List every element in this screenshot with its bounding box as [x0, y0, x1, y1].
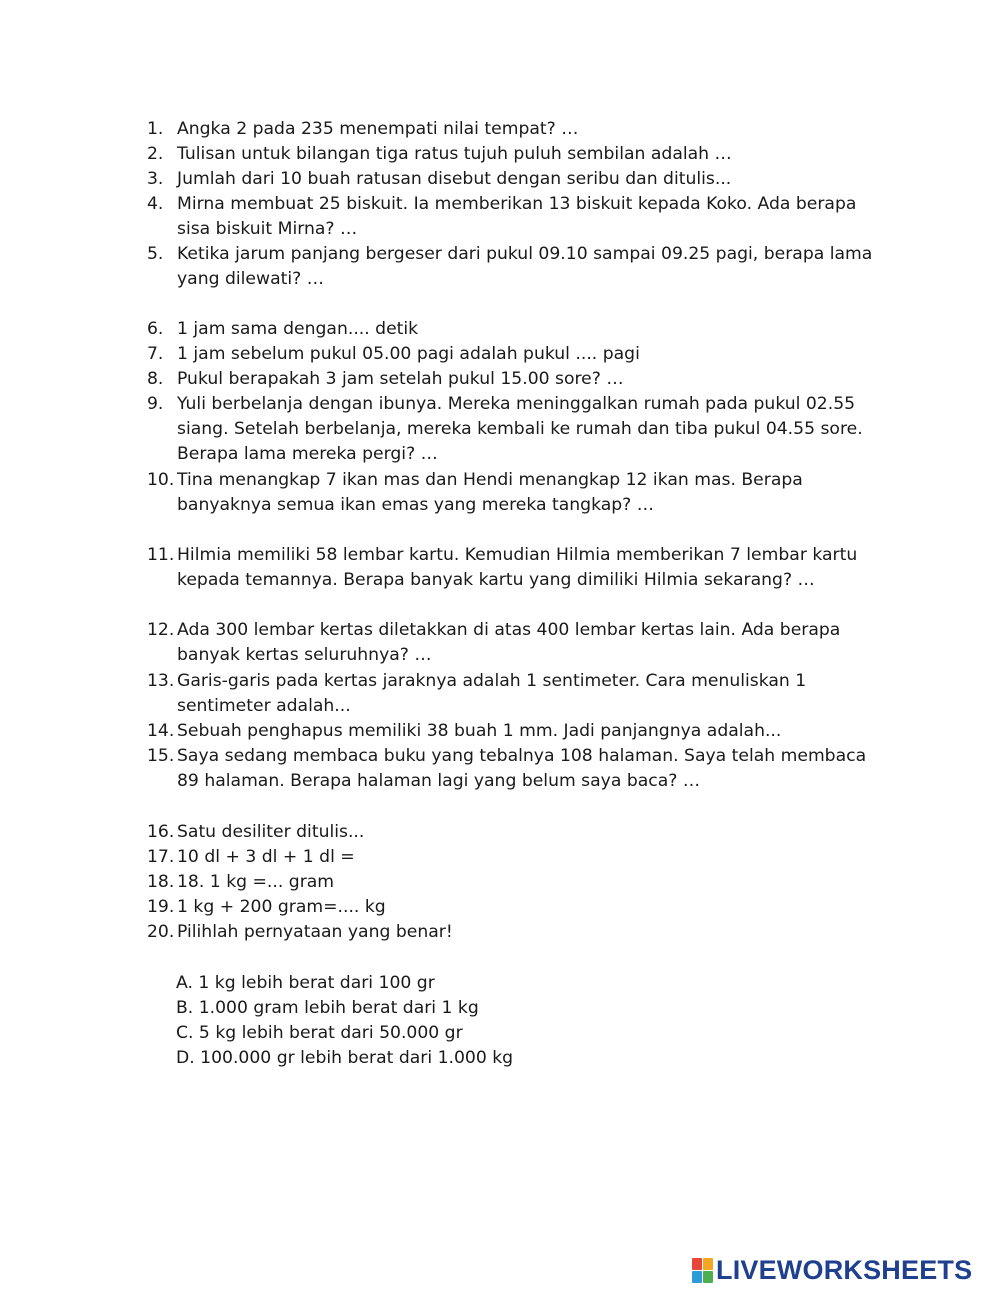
question-number: 18. — [147, 872, 175, 892]
question-text: Garis-garis pada kertas jaraknya adalah 1 sentimeter. Cara menuliskan 1 sentimeter adalah... — [177, 671, 807, 716]
question-text: 1 jam sebelum pukul 05.00 pagi adalah pukul .... pagi — [177, 344, 640, 364]
question-item — [147, 669, 887, 719]
question-text: Satu desiliter ditulis... — [177, 822, 365, 842]
question-number: 7. — [147, 344, 164, 364]
question-item — [147, 367, 887, 392]
question-text: Pukul berapakah 3 jam setelah pukul 15.00 sore? … — [177, 369, 624, 389]
question-item — [147, 618, 887, 668]
answer-option: C. 5 kg lebih berat dari 50.000 gr — [176, 1023, 463, 1043]
question-item — [147, 895, 887, 920]
question-number: 3. — [147, 169, 164, 189]
logo-block — [692, 1271, 702, 1283]
question-item — [147, 117, 887, 142]
question-text: Saya sedang membaca buku yang tebalnya 108 halaman. Saya telah membaca 89 halaman. Berapa halaman lagi yang belum saya baca? … — [177, 746, 867, 791]
question-item — [147, 192, 887, 242]
question-item — [147, 719, 887, 744]
question-text: Mirna membuat 25 biskuit. Ia memberikan 13 biskuit kepada Koko. Ada berapa sisa biskuit Mirna? … — [177, 194, 857, 239]
question-number: 12. — [147, 620, 175, 640]
question-item — [147, 342, 887, 367]
question-text: 18. 1 kg =... gram — [177, 872, 335, 892]
question-number: 4. — [147, 194, 164, 214]
question-item — [147, 317, 887, 342]
question-number: 19. — [147, 897, 175, 917]
question-number: 1. — [147, 119, 164, 139]
logo-block — [703, 1258, 713, 1270]
question-item — [147, 543, 887, 593]
question-text: Tina menangkap 7 ikan mas dan Hendi menangkap 12 ikan mas. Berapa banyaknya semua ikan emas yang mereka tangkap? … — [177, 470, 803, 515]
question-text: 1 jam sama dengan.... detik — [177, 319, 419, 339]
question-item — [147, 468, 887, 518]
question-text: Jumlah dari 10 buah ratusan disebut dengan seribu dan ditulis... — [177, 169, 732, 189]
question-number: 16. — [147, 822, 175, 842]
question-item — [147, 242, 887, 292]
question-number: 5. — [147, 244, 164, 264]
logo-text: LIVEWORKSHEETS — [716, 1254, 973, 1285]
question-text: 10 dl + 3 dl + 1 dl = — [177, 847, 355, 867]
logo-block — [692, 1258, 702, 1270]
question-item — [147, 845, 887, 870]
question-text: 1 kg + 200 gram=.... kg — [177, 897, 386, 917]
question-item — [147, 920, 887, 945]
question-number: 2. — [147, 144, 164, 164]
question-item — [147, 392, 887, 467]
question-text: Yuli berbelanja dengan ibunya. Mereka meninggalkan rumah pada pukul 02.55 siang. Setelah berbelanja, mereka kembali ke rumah dan tiba pukul 04.55 sore. Berapa lama mereka pergi? … — [177, 394, 863, 464]
logo-block — [703, 1271, 713, 1283]
question-item — [147, 870, 887, 895]
question-item — [147, 744, 887, 794]
question-number: 20. — [147, 922, 175, 942]
question-number: 11. — [147, 545, 175, 565]
question-text: Tulisan untuk bilangan tiga ratus tujuh puluh sembilan adalah … — [177, 144, 732, 164]
answer-option: D. 100.000 gr lebih berat dari 1.000 kg — [176, 1048, 514, 1068]
question-item — [147, 142, 887, 167]
question-number: 17. — [147, 847, 175, 867]
question-text: Sebuah penghapus memiliki 38 buah 1 mm. Jadi panjangnya adalah... — [177, 721, 782, 741]
answer-option: B. 1.000 gram lebih berat dari 1 kg — [176, 998, 479, 1018]
question-number: 6. — [147, 319, 164, 339]
question-number: 15. — [147, 746, 175, 766]
question-number: 9. — [147, 394, 164, 414]
liveworksheets-logo — [692, 1255, 972, 1285]
question-number: 14. — [147, 721, 175, 741]
question-number: 8. — [147, 369, 164, 389]
question-text: Ketika jarum panjang bergeser dari pukul 09.10 sampai 09.25 pagi, berapa lama yang dilewati? … — [177, 244, 873, 289]
answer-option: A. 1 kg lebih berat dari 100 gr — [176, 973, 435, 993]
question-item — [147, 820, 887, 845]
question-number: 13. — [147, 671, 175, 691]
question-item — [147, 167, 887, 192]
question-text: Ada 300 lembar kertas diletakkan di atas 400 lembar kertas lain. Ada berapa banyak kertas seluruhnya? … — [177, 620, 841, 665]
logo-blocks-icon — [692, 1258, 712, 1282]
question-number: 10. — [147, 470, 175, 490]
question-text: Pilihlah pernyataan yang benar! — [177, 922, 453, 942]
question-text: Hilmia memiliki 58 lembar kartu. Kemudian Hilmia memberikan 7 lembar kartu kepada temannya. Berapa banyak kartu yang dimiliki Hilmia sekarang? … — [177, 545, 858, 590]
question-text: Angka 2 pada 235 menempati nilai tempat? … — [177, 119, 579, 139]
